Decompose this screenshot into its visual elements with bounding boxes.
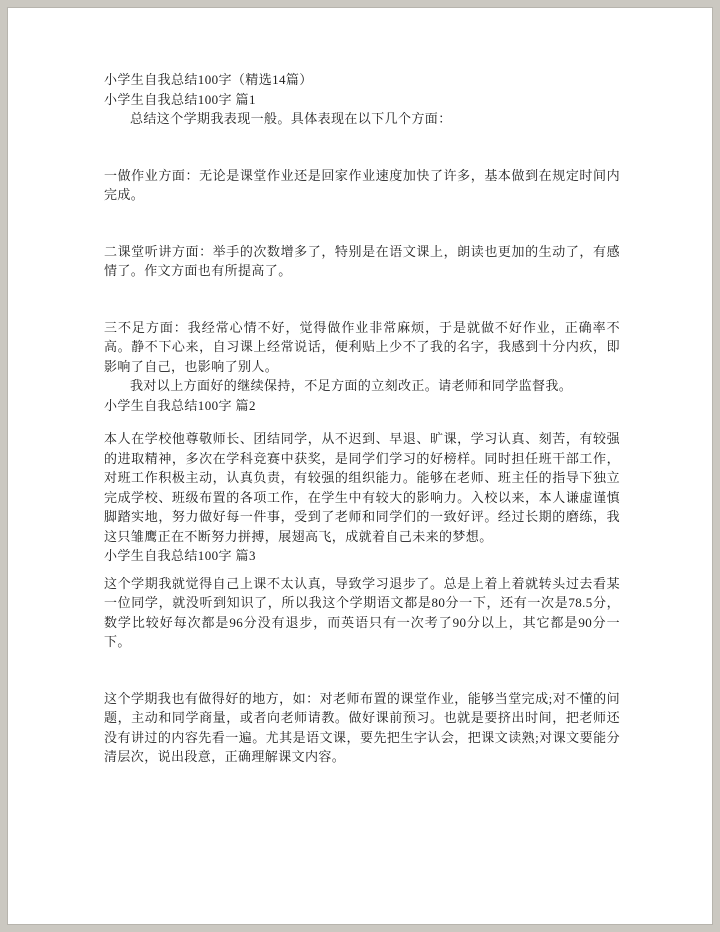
section-heading-3: 小学生自我总结100字 篇3: [104, 548, 256, 563]
paragraph-intro: 总结这个学期我表现一般。具体表现在以下几个方面：: [130, 111, 452, 126]
section-heading-2: 小学生自我总结100字 篇2: [104, 397, 256, 413]
section-heading-1: 小学生自我总结100字 篇1: [104, 91, 256, 107]
paragraph-resolution: 我对以上方面好的继续保持，不足方面的立刻改正。请老师和同学监督我。: [130, 378, 573, 393]
paragraph-homework: 一做作业方面：无论是课堂作业还是回家作业速度加快了许多，基本做到在规定时间内完成。: [104, 167, 620, 202]
paragraph-piece3-body2: 这个学期我也有做得好的地方，如：对老师布置的课堂作业，能够当堂完成;对不懂的问题，主动和同学商量，或者向老师请教。做好课前预习。也就是要挤出时间，把老师还没有讲过的内容先看一遍。尤其是语文课，要先把生字认会，把课文读熟;对课文要能分清层次，说出段意，正确理解课文内容。: [104, 690, 620, 764]
paragraph-piece3-body1: 这个学期我就觉得自己上课不太认真，导致学习退步了。总是上着上着就转头过去看某一位同学，就没听到知识了，所以我这个学期语文都是80分一下，还有一次是78.5分，数学比较好每次都是96分没有退步，而英语只有一次考了90分以上，其它都是90分一下。: [104, 575, 620, 649]
paragraph-shortcomings: 三不足方面：我经常心情不好，觉得做作业非常麻烦，于是就做不好作业，正确率不高。静不下心来，自习课上经常说话，便利贴上少不了我的名字，我感到十分内疚，即影响了自己，也影响了别人。: [104, 319, 620, 374]
paragraph-piece2-body: 本人在学校他尊敬师长、团结同学，从不迟到、早退、旷课，学习认真、刻苦，有较强的进取精神，多次在学科竞赛中获奖，是同学们学习的好榜样。同时担任班干部工作，对班工作积极主动，认真负责，有较强的组织能力。能够在老师、班主任的指导下独立完成学校、班级布置的各项工作，在学生中有较大的影响力。入校以来，本人谦虚谨慎脚踏实地，努力做好每一件事，受到了老师和同学们的一致好评。经过长期的磨练，我这只雏鹰正在不断努力拼搏，展翅高飞，成就着自己未来的梦想。: [104, 431, 620, 544]
document-page: [7, 7, 713, 925]
paragraph-class-listening: 二课堂听讲方面：举手的次数增多了，特别是在语文课上，朗读也更加的生动了，有感情了。作文方面也有所提高了。: [104, 243, 620, 278]
doc-title: 小学生自我总结100字（精选14篇）: [104, 72, 313, 87]
